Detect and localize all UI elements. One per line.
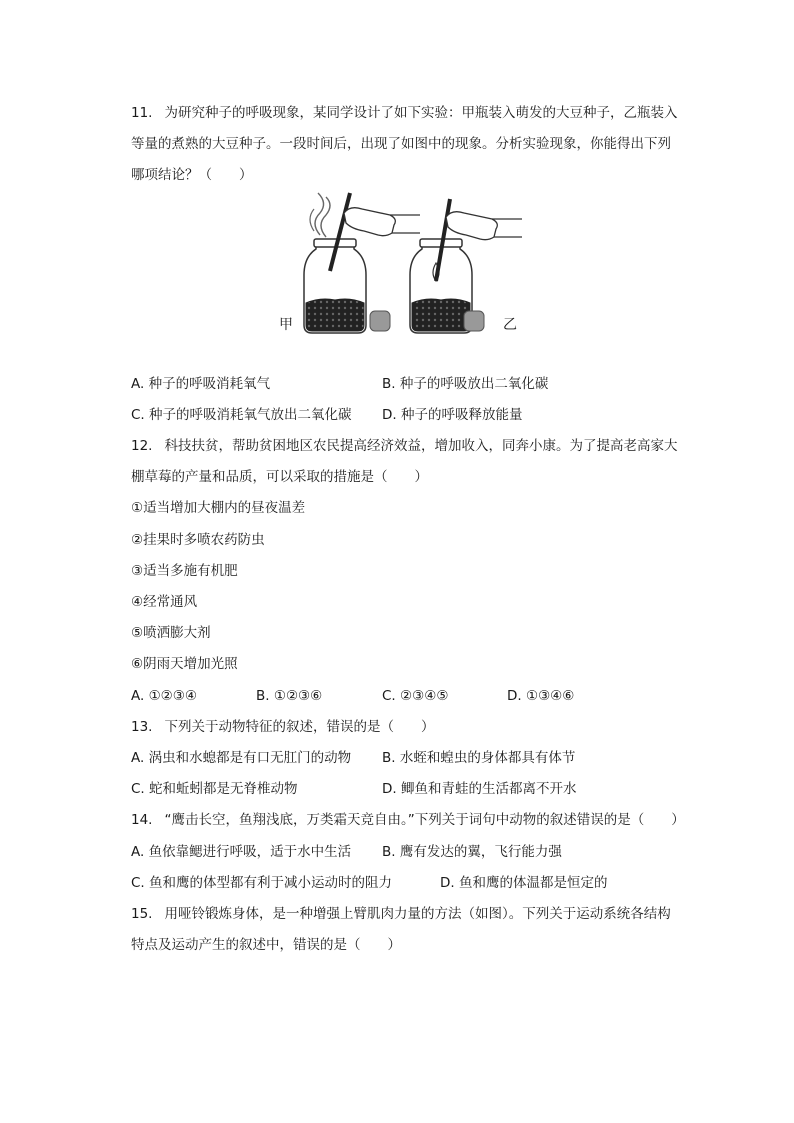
q12-item-2: ②挂果时多喷农药防虫	[131, 532, 265, 548]
q12-item-3: ③适当多施有机肥	[131, 563, 238, 579]
q12-item-4: ④经常通风	[131, 594, 198, 610]
q11-stem-2: 等量的煮熟的大豆种子。一段时间后，出现了如图中的现象。分析实验现象，你能得出下列	[131, 136, 671, 152]
lid-jia	[370, 311, 390, 331]
q12-item-5: ⑤喷洒膨大剂	[131, 625, 211, 641]
q13-option-d: D. 鲫鱼和青蛙的生活都离不开水	[382, 781, 577, 797]
q14-option-d: D. 鱼和鹰的体温都是恒定的	[440, 875, 608, 891]
q15-number: 15.	[131, 906, 153, 922]
q11-number: 11.	[131, 105, 153, 121]
q12-stem-2: 棚草莓的产量和品质，可以采取的措施是（ ）	[131, 469, 428, 485]
q12-option-a: A. ①②③④	[131, 688, 197, 704]
q12-item-6: ⑥阴雨天增加光照	[131, 656, 238, 672]
q12-option-d: D. ①③④⑥	[507, 688, 575, 704]
q14-number: 14.	[131, 812, 153, 828]
q13-option-c: C. 蛇和蚯蚓都是无脊椎动物	[131, 781, 298, 797]
q15-line-1	[131, 904, 671, 924]
q14-option-a: A. 鱼依靠鳃进行呼吸，适于水中生活	[131, 844, 352, 860]
q13-number: 13.	[131, 719, 153, 735]
q12-item-1: ①适当增加大棚内的昼夜温差	[131, 500, 306, 516]
lid-yi	[464, 311, 484, 331]
q13-option-b: B. 水蛭和蝗虫的身体都具有体节	[382, 750, 576, 766]
figure-label-yi: 乙	[503, 317, 517, 333]
q11-stem-3: 哪项结论？（ ）	[131, 167, 253, 183]
q13-stem-1: 下列关于动物特征的叙述，错误的是（ ）	[164, 719, 435, 735]
jar-jia	[304, 193, 420, 333]
q14-option-b: B. 鹰有发达的翼，飞行能力强	[382, 844, 562, 860]
q14-stem-1: “鹰击长空，鱼翔浅底，万类霜天竞自由。”下列关于词句中动物的叙述错误的是（ ）	[164, 812, 685, 828]
jar-experiment-illustration	[270, 185, 530, 345]
q12-line-1	[131, 436, 677, 456]
q11-figure	[270, 185, 530, 345]
figure-label-jia: 甲	[279, 317, 293, 333]
q11-option-b: B. 种子的呼吸放出二氧化碳	[382, 376, 549, 392]
q11-option-a: A. 种子的呼吸消耗氧气	[131, 376, 271, 392]
q11-line-1	[131, 103, 677, 123]
q12-option-c: C. ②③④⑤	[382, 688, 449, 704]
q11-stem-1: 为研究种子的呼吸现象，某同学设计了如下实验：甲瓶装入萌发的大豆种子，乙瓶装入	[164, 105, 678, 121]
q11-option-d: D. 种子的呼吸释放能量	[382, 407, 523, 423]
q12-number: 12.	[131, 438, 153, 454]
q13-line-1	[131, 717, 434, 737]
q11-option-c: C. 种子的呼吸消耗氧气放出二氧化碳	[131, 407, 352, 423]
q14-option-c: C. 鱼和鹰的体型都有利于减小运动时的阻力	[131, 875, 393, 891]
q12-option-b: B. ①②③⑥	[256, 688, 323, 704]
q13-option-a: A. 涡虫和水螅都是有口无肛门的动物	[131, 750, 352, 766]
q15-stem-2: 特点及运动产生的叙述中，错误的是（ ）	[131, 937, 401, 953]
q12-stem-1: 科技扶贫，帮助贫困地区农民提高经济效益，增加收入，同奔小康。为了提高老高家大	[164, 438, 678, 454]
q14-line-1	[131, 810, 685, 830]
q15-stem-1: 用哑铃锻炼身体，是一种增强上臂肌肉力量的方法（如图）。下列关于运动系统各结构	[164, 906, 671, 922]
